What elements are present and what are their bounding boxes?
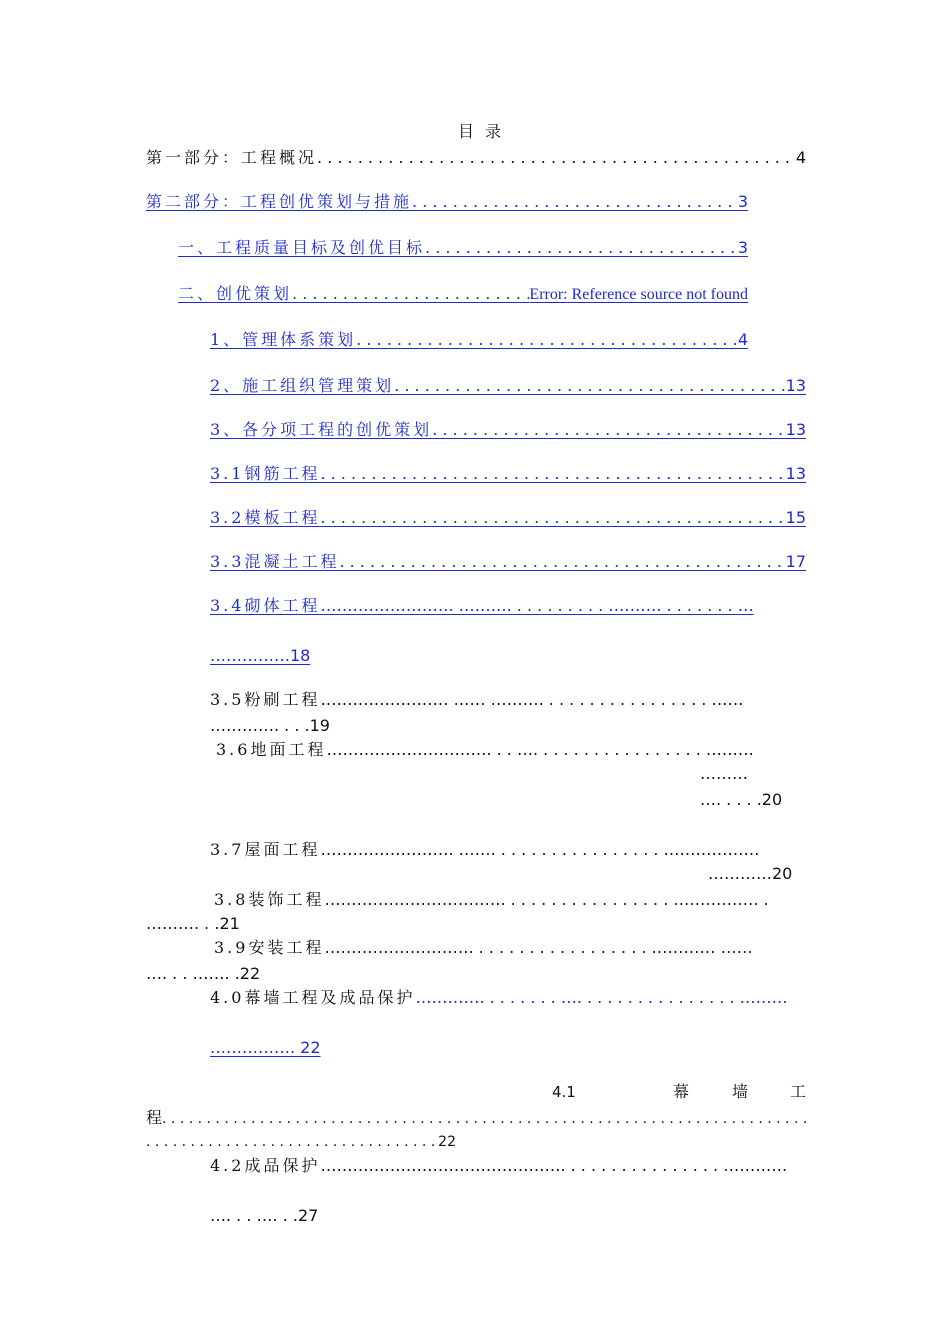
dot-leader: [425, 238, 738, 258]
toc-entry-4-2-cont[interactable]: …. . . …. . .27: [210, 1206, 319, 1225]
toc-entry-3-4-cont[interactable]: ……………18: [210, 646, 311, 665]
toc-entry-item1[interactable]: 1、管理体系策划 . . . 4: [210, 330, 748, 350]
toc-entry-item3[interactable]: 3、各分项工程的创优策划 . . . 13: [210, 420, 806, 440]
dot-leader: [412, 192, 738, 212]
toc-entry-part2[interactable]: 第二部分：工程创优策划与措施 . . . 3: [146, 192, 748, 212]
toc-entry-3-3[interactable]: 3.3混凝土工程 . . . 17: [210, 552, 806, 572]
toc-entry-3-5-cont[interactable]: …………. . . .19: [210, 716, 330, 735]
toc-entry-section1[interactable]: 一、工程质量目标及创优目标 . . . 3: [178, 238, 748, 258]
toc-entry-3-9[interactable]: 3.9安装工程………………………. . . . . . . . . . . . . . . . . . ………… ……: [214, 938, 753, 957]
toc-entry-3-6-cont2[interactable]: …. . . . .20: [700, 790, 783, 809]
dot-leader: [432, 420, 785, 440]
toc-entry-4-1-char: 幕: [673, 1082, 690, 1101]
toc-entry-3-4[interactable]: 3.4砌体工程……………………. ………. . . . . . . . . . ………. . . . . . . . …: [210, 596, 754, 615]
dot-leader: [356, 330, 738, 350]
toc-entry-4-0-cont[interactable]: ……………. 22: [210, 1038, 321, 1057]
toc-entry-section2[interactable]: 二、创优策划 . . . Error: Reference source not found: [178, 284, 748, 305]
dot-leader: [394, 376, 785, 396]
toc-entry-3-9-cont[interactable]: …. . . ……. .22: [146, 964, 261, 983]
toc-entry-4-0[interactable]: 4.0幕墙工程及成品保护…………. . . . . . . . …. . . . . . . . . . . . . . . . ………: [210, 988, 788, 1007]
dot-leader: [162, 1109, 806, 1129]
toc-entry-3-6[interactable]: 3.6地面工程…………………………. . . …. . . . . . . . . . . . . . . . . ………: [216, 740, 754, 759]
dot-leader: [320, 508, 785, 528]
toc-entry-4-1-num: 4.1: [552, 1083, 576, 1101]
toc-entry-3-8[interactable]: 3.8装饰工程……………………………. . . . . . . . . . . . . . . . . ……………. .: [214, 890, 769, 909]
toc-title: 目 录: [458, 122, 505, 141]
toc-entry-3-8-cont[interactable]: ………. . .21: [146, 914, 240, 933]
toc-entry-3-5[interactable]: 3.5粉刷工程…………………… …… ………. . . . . . . . . . . . . . . . . ……: [210, 690, 744, 709]
toc-entry-part1[interactable]: 第一部分：工程概况 . . . 4: [146, 148, 806, 168]
dot-leader: [292, 284, 529, 304]
dot-leader: [317, 148, 796, 168]
toc-entry-4-1-char: 工: [790, 1082, 807, 1101]
toc-entry-item2[interactable]: 2、施工组织管理策划 . . . 13: [210, 376, 806, 396]
toc-entry-4-1-line3[interactable]: . . . 22: [146, 1132, 456, 1152]
toc-entry-4-1-char: 墙: [732, 1082, 749, 1101]
dot-leader: [339, 552, 785, 572]
toc-entry-3-6-cont1: ………: [700, 764, 748, 783]
toc-entry-4-1-line2[interactable]: 程 . . .: [146, 1108, 806, 1129]
toc-entry-4-2[interactable]: 4.2成品保护………………………………………. . . . . . . . . . . . . . . . …………: [210, 1156, 788, 1175]
dot-leader: [320, 464, 785, 484]
toc-entry-3-2[interactable]: 3.2模板工程 . . . 15: [210, 508, 806, 528]
dot-leader: [146, 1132, 438, 1152]
toc-entry-3-7-cont[interactable]: …………20: [708, 864, 793, 883]
toc-entry-3-1[interactable]: 3.1钢筋工程 . . . 13: [210, 464, 806, 484]
toc-entry-3-7[interactable]: 3.7屋面工程……………………. ……. . . . . . . . . . . . . . . . . ………………: [210, 840, 760, 859]
